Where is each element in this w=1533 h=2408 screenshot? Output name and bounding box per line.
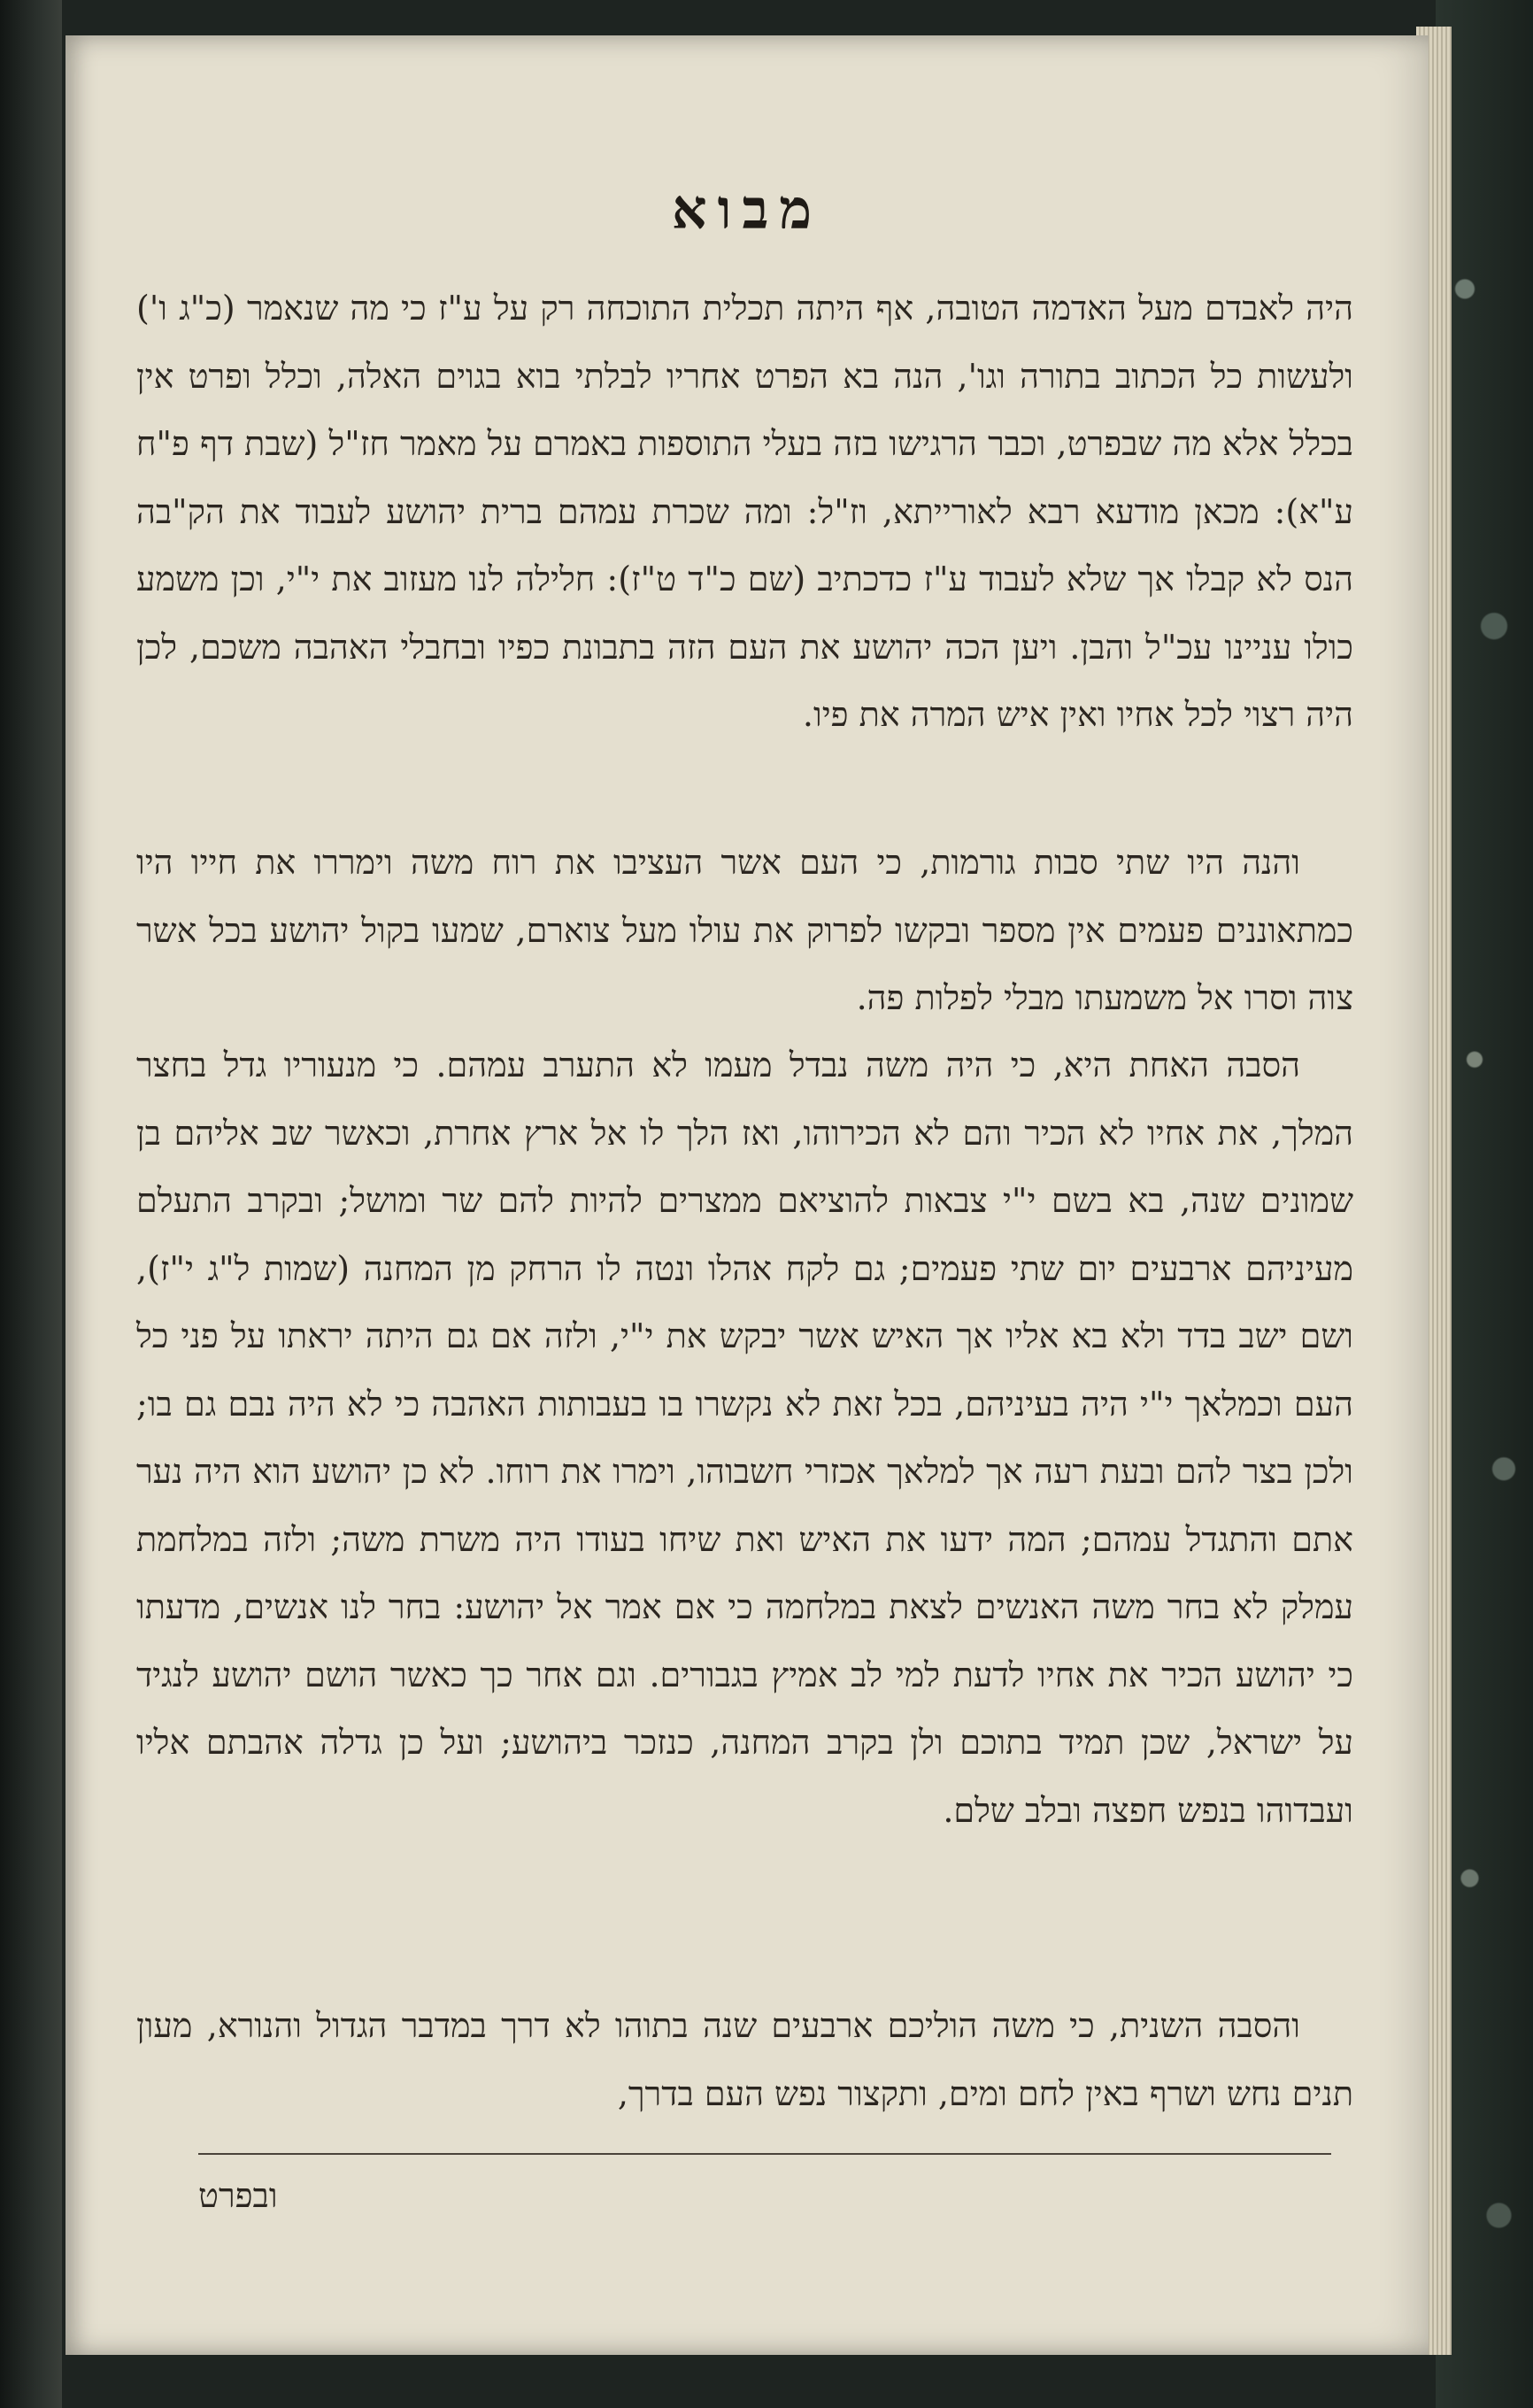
catchword: ובפרט: [198, 2176, 278, 2215]
book-page: [65, 35, 1429, 2355]
paragraph-3: הסבה האחת היא, כי היה משה נבדל מעמו לא התערב עמהם. כי מנעוריו גדל בחצר המלך, את אחיו לא הכיר והם לא הכירוהו, ואז הלך לו אל ארץ אחרת, וכאשר שב אליהם בן שמונים שנה, בא בשם י"י צבאות להוציאם ממצרים להיות להם שר ומושל; ובקרב התעלם מעיניהם ארבעים יום שתי פעמים; גם לקח אהלו ונטה לו הרחק מן המחנה (שמות ל"ג י"ז), ושם ישב בדד ולא בא אליו אך האיש אשר יבקש את י"י, ולזה אם גם היתה יראתו על פני כל העם וכמלאך י"י היה בעיניהם, בכל זאת לא נקשרו בו בעבותות האהבה כי לא היה נבם גם בו; ולכן בצר להם ובעת רעה אך למלאך אכזרי חשבוהו, וימרו את רוחו. לא כן יהושע הוא היה נער אתם והתגדל עמהם; המה ידעו את האיש ואת שיחו בעודו היה משרת משה; ולזה במלחמת עמלק לא בחר משה האנשים לצאת במלחמה כי אם אמר אל יהושע: בחר לנו אנשים, מדעתו כי יהושע הכיר את אחיו לדעת למי לב אמיץ בגבורים. וגם אחר כך כאשר הושם יהושע לנגיד על ישראל, שכן תמיד בתוכם ולן בקרב המחנה, כנזכר ביהושע; ועל כן גדלה אהבתם אליו ועבדוהו בנפש חפצה ובלב שלם.: [136, 1046, 1353, 1830]
paragraph-4: והסבה השנית, כי משה הוליכם ארבעים שנה בתוהו לא דרך במדבר הגדול והנורא, מעון תנים נחש ושרף באין לחם ומים, ותקצור נפש העם בדרך,: [136, 2006, 1353, 2113]
paragraph-2: והנה היו שתי סבות גורמות, כי העם אשר העציבו את רוח משה וימררו את חייו היו כמתאוננים פעמים אין מספר ובקשו לפרוק את עולו מעל צוארם, שמעו בקול יהושע בכל אשר צוה וסרו אל משמעתו מבלי לפלות פה.: [136, 843, 1353, 1017]
page-title: מבוא: [671, 177, 823, 242]
book-binding-left: [0, 0, 62, 2408]
paragraph-1: היה לאבדם מעל האדמה הטובה, אף היתה תכלית התוכחה רק על ע"ז כי מה שנאמר (כ"ג ו') ולעשות כל הכתוב בתורה וגו', הנה בא הפרט אחריו לבלתי בוא בגוים האלה, וכלל ופרט אין בכלל אלא מה שבפרט, וכבר הרגישו בזה בעלי התוספות באמרם על מאמר חז"ל (שבת דף פ"ח ע"א): מכאן מודעא רבא לאורייתא, וז"ל: ומה שכרת עמהם ברית יהושע לעבוד את הק"בה הנס לא קבלו אך שלא לעבוד ע"ז כדכתיב (שם כ"ד ט"ז): חלילה לנו מעזוב את י"י, וכן משמע כולו עניינו עכ"ל והבן. ויען הכה יהושע את העם הזה בתבונת כפיו ובחבלי האהבה משכם, לכן היה רצוי לכל אחיו ואין איש המרה את פיו.: [136, 289, 1353, 734]
footer-rule: [198, 2153, 1331, 2155]
